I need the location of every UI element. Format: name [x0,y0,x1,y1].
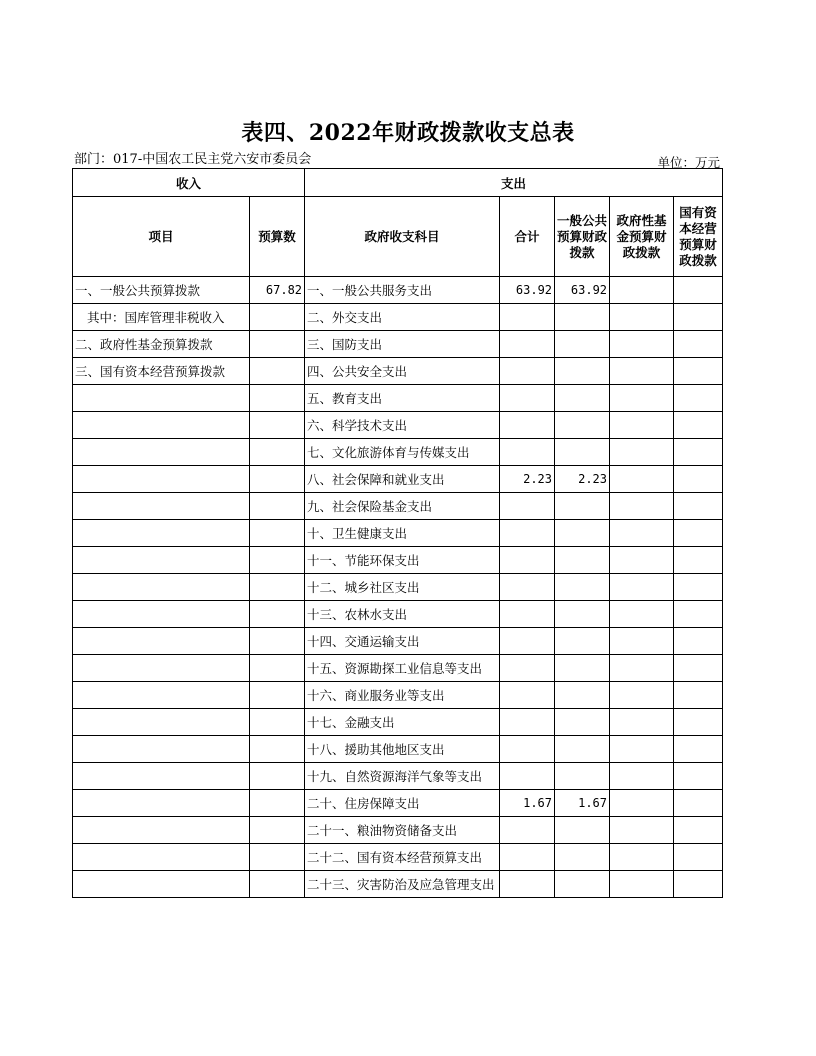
subject-cell: 九、社会保险基金支出 [305,493,500,520]
budget-cell [250,682,305,709]
general-budget-cell [555,736,610,763]
table-row [73,709,723,736]
page-title: 表四、2022年财政拨款收支总表 [241,120,575,146]
total-cell [500,520,555,547]
unit-label: 单位：万元 [657,155,720,170]
budget-cell [250,520,305,547]
state-capital-cell [674,331,723,358]
state-capital-cell [674,493,723,520]
subject-cell: 二、外交支出 [305,304,500,331]
total-column-header: 合计 [500,197,555,277]
state-capital-cell [674,682,723,709]
fund-budget-cell [610,331,674,358]
budget-cell [250,871,305,898]
fund-budget-cell [610,817,674,844]
fund-budget-cell [610,655,674,682]
budget-column-header: 预算数 [250,197,305,277]
item-cell [73,547,250,574]
state-capital-cell [674,304,723,331]
item-cell: 一、一般公共预算拨款 [73,277,250,304]
item-cell [73,520,250,547]
fund-budget-cell [610,358,674,385]
subject-cell: 七、文化旅游体育与传媒支出 [305,439,500,466]
state-capital-cell [674,358,723,385]
table-row [73,574,723,601]
total-cell [500,709,555,736]
fund-budget-cell [610,736,674,763]
general-budget-cell [555,871,610,898]
general-budget-cell [555,493,610,520]
subject-cell: 二十三、灾害防治及应急管理支出 [305,871,500,898]
general-budget-cell [555,385,610,412]
budget-cell [250,466,305,493]
state-capital-column-header: 国有资本经营预算财政拨款 [674,197,723,277]
general-budget-cell: 2.23 [555,466,610,493]
budget-cell [250,655,305,682]
item-cell [73,736,250,763]
total-cell [500,628,555,655]
item-cell [73,682,250,709]
total-cell [500,574,555,601]
fund-budget-cell [610,466,674,493]
table-row [73,358,723,385]
item-cell [73,655,250,682]
table-row [73,682,723,709]
total-cell [500,493,555,520]
state-capital-cell [674,574,723,601]
general-budget-cell [555,439,610,466]
subject-cell: 五、教育支出 [305,385,500,412]
general-budget-column-header: 一般公共预算财政拨款 [555,197,610,277]
general-budget-cell [555,304,610,331]
budget-cell [250,628,305,655]
table-row [73,844,723,871]
general-budget-cell [555,844,610,871]
table-row [73,277,723,304]
total-cell [500,736,555,763]
budget-cell: 67.82 [250,277,305,304]
budget-cell [250,817,305,844]
table-row [73,520,723,547]
fund-budget-cell [610,628,674,655]
total-cell [500,304,555,331]
fund-budget-cell [610,412,674,439]
item-cell [73,763,250,790]
subject-cell: 十六、商业服务业等支出 [305,682,500,709]
general-budget-cell [555,331,610,358]
state-capital-cell [674,439,723,466]
general-budget-cell [555,763,610,790]
general-budget-cell [555,628,610,655]
fund-budget-cell [610,682,674,709]
total-cell [500,358,555,385]
table-row [73,466,723,493]
subject-cell: 二十、住房保障支出 [305,790,500,817]
expense-header: 支出 [305,169,723,197]
table-body [73,277,723,898]
fund-budget-cell [610,547,674,574]
general-budget-cell [555,655,610,682]
item-cell [73,574,250,601]
subject-cell: 十九、自然资源海洋气象等支出 [305,763,500,790]
budget-cell [250,736,305,763]
item-column-header: 项目 [73,197,250,277]
fund-budget-cell [610,493,674,520]
item-cell [73,709,250,736]
general-budget-cell: 1.67 [555,790,610,817]
total-cell [500,817,555,844]
item-cell [73,385,250,412]
budget-cell [250,385,305,412]
budget-cell [250,844,305,871]
budget-cell [250,790,305,817]
table-row [73,871,723,898]
state-capital-cell [674,709,723,736]
total-cell [500,871,555,898]
state-capital-cell [674,601,723,628]
table-row [73,385,723,412]
total-cell [500,844,555,871]
budget-cell [250,304,305,331]
fund-budget-cell [610,709,674,736]
fund-budget-cell [610,304,674,331]
total-cell: 63.92 [500,277,555,304]
budget-cell [250,709,305,736]
item-cell: 二、政府性基金预算拨款 [73,331,250,358]
item-cell [73,844,250,871]
subject-cell: 十二、城乡社区支出 [305,574,500,601]
table-row [73,412,723,439]
subject-cell: 十三、农林水支出 [305,601,500,628]
subject-cell: 八、社会保障和就业支出 [305,466,500,493]
table-row [73,736,723,763]
table-row [73,601,723,628]
state-capital-cell [674,817,723,844]
budget-cell [250,493,305,520]
fiscal-summary-table [72,168,723,898]
fund-budget-cell [610,790,674,817]
item-cell [73,790,250,817]
subject-cell: 二十一、粮油物资储备支出 [305,817,500,844]
subject-cell: 二十二、国有资本经营预算支出 [305,844,500,871]
total-cell [500,601,555,628]
fund-budget-column-header: 政府性基金预算财政拨款 [610,197,674,277]
state-capital-cell [674,871,723,898]
department-label: 部门：017-中国农工民主党六安市委员会 [74,152,312,167]
subject-cell: 十七、金融支出 [305,709,500,736]
total-cell [500,412,555,439]
item-cell [73,628,250,655]
fund-budget-cell [610,574,674,601]
total-cell [500,547,555,574]
general-budget-cell [555,358,610,385]
budget-cell [250,763,305,790]
budget-cell [250,574,305,601]
budget-cell [250,601,305,628]
general-budget-cell [555,817,610,844]
budget-cell [250,358,305,385]
item-cell [73,493,250,520]
budget-cell [250,331,305,358]
state-capital-cell [674,466,723,493]
budget-cell [250,412,305,439]
subject-cell: 十五、资源勘探工业信息等支出 [305,655,500,682]
table-row [73,817,723,844]
fund-budget-cell [610,385,674,412]
total-cell: 1.67 [500,790,555,817]
state-capital-cell [674,547,723,574]
general-budget-cell [555,547,610,574]
budget-cell [250,439,305,466]
item-cell [73,439,250,466]
subject-cell: 十四、交通运输支出 [305,628,500,655]
subject-cell: 四、公共安全支出 [305,358,500,385]
table-row [73,493,723,520]
state-capital-cell [674,412,723,439]
subject-cell: 六、科学技术支出 [305,412,500,439]
subject-cell: 三、国防支出 [305,331,500,358]
state-capital-cell [674,736,723,763]
item-cell [73,601,250,628]
total-cell [500,385,555,412]
state-capital-cell [674,844,723,871]
total-cell [500,763,555,790]
state-capital-cell [674,520,723,547]
state-capital-cell [674,628,723,655]
total-cell [500,439,555,466]
item-cell [73,817,250,844]
income-header: 收入 [73,169,305,197]
total-cell: 2.23 [500,466,555,493]
general-budget-cell [555,601,610,628]
subject-column-header: 政府收支科目 [305,197,500,277]
budget-cell [250,547,305,574]
general-budget-cell [555,709,610,736]
table-row [73,655,723,682]
state-capital-cell [674,790,723,817]
table-row [73,304,723,331]
fund-budget-cell [610,763,674,790]
table-row [73,628,723,655]
item-cell: 其中：国库管理非税收入 [73,304,250,331]
general-budget-cell: 63.92 [555,277,610,304]
table-row [73,547,723,574]
item-cell [73,412,250,439]
item-cell [73,466,250,493]
table-row [73,763,723,790]
table-row [73,790,723,817]
state-capital-cell [674,277,723,304]
total-cell [500,331,555,358]
general-budget-cell [555,682,610,709]
item-cell [73,871,250,898]
state-capital-cell [674,763,723,790]
item-cell: 三、国有资本经营预算拨款 [73,358,250,385]
table-row [73,331,723,358]
total-cell [500,655,555,682]
general-budget-cell [555,520,610,547]
total-cell [500,682,555,709]
general-budget-cell [555,412,610,439]
subject-cell: 十一、节能环保支出 [305,547,500,574]
state-capital-cell [674,385,723,412]
general-budget-cell [555,574,610,601]
subject-cell: 十八、援助其他地区支出 [305,736,500,763]
subject-cell: 十、卫生健康支出 [305,520,500,547]
subject-cell: 一、一般公共服务支出 [305,277,500,304]
fund-budget-cell [610,601,674,628]
table-row [73,439,723,466]
state-capital-cell [674,655,723,682]
fund-budget-cell [610,871,674,898]
fund-budget-cell [610,439,674,466]
fund-budget-cell [610,844,674,871]
fund-budget-cell [610,520,674,547]
fund-budget-cell [610,277,674,304]
